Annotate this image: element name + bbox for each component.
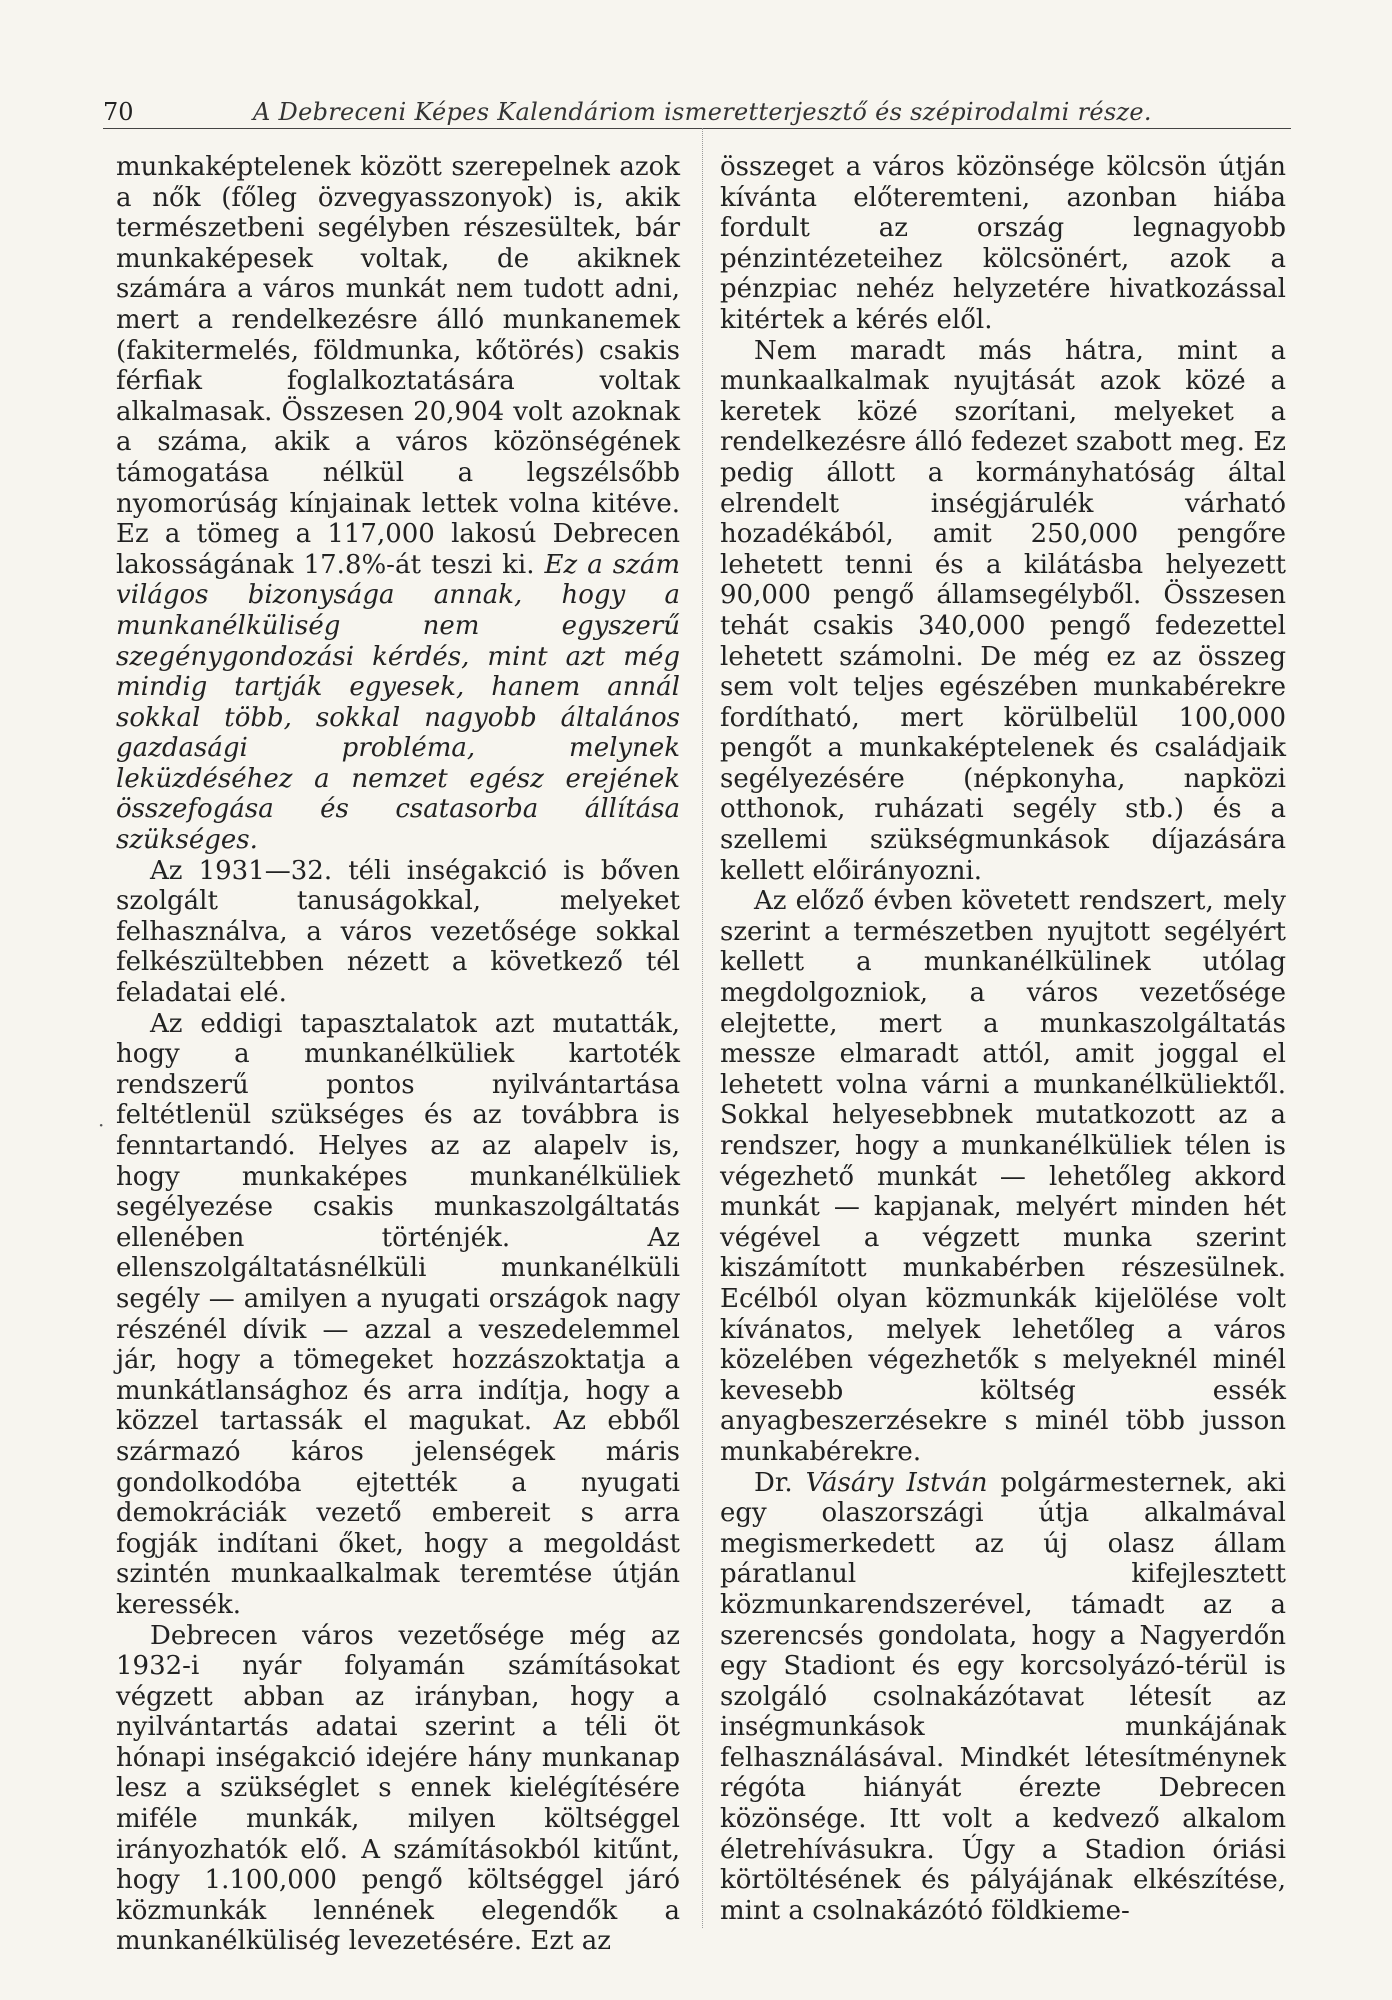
page-number: 70 (103, 98, 134, 126)
left-paragraph-4: Debrecen város vezetősége még az 1932-i nyár folyamán számításokat végzett abban az irányban, hogy a nyilvántartás adatai szerint a téli öt hónapi inségakció idejére hány munkanap lesz a szükséglet s ennek kielégítésére miféle munkák, milyen költséggel irányozhatók elő. A számításokból kitűnt, hogy 1.100,000 pengő költséggel járó közmunkák lennének elegendők a munkanélküliség levezetésére. Ezt az (116, 1620, 680, 1957)
right-column (720, 152, 1286, 1926)
column-divider (702, 128, 703, 1928)
right-paragraph-1: összeget a város közönsége kölcsön útján kívánta előteremteni, azonban hiába fordult az ország legnagyobb pénzintézeteihez kölcsönért, azok a pénzpiac nehéz helyzetére hivatkozással kitértek a kérés elől. (720, 152, 1286, 335)
margin-mark: · (98, 1113, 105, 1137)
right-paragraph-2: Nem maradt más hátra, mint a munkaalkalmak nyujtását azok közé a keretek közé szorítani, melyeket a rendelkezésre álló fedezet szabott meg. Ez pedig állott a kormányhatóság által elrendelt inségjárulék várható hozadékából, amit 250,000 pengőre lehetett tenni és a kilátásba helyezett 90,000 pengő államsegélyből. Összesen tehát csakis 340,000 pengő fedezettel lehetett számolni. De még ez az összeg sem volt teljes egészében munkabérekre fordítható, mert körülbelül 100,000 pengőt a munkaképtelenek és családjaik segélyezésére (népkonyha, napközi otthonok, ruházati segély stb.) és a szellemi szükségmunkások díjazására kellett előirányozni. (720, 335, 1286, 886)
left-paragraph-1-italic: Ez a szám világos bizonysága annak, hogy a munkanélküliség nem egyszerű szegénygondozási kérdés, mint azt még mindig tartják egyesek, hanem annál sokkal több, sokkal nagyobb általános gazdasági probléma, melynek leküzdéséhez a nemzet egész erejének összefogása és csatasorba állítása szükséges. (116, 549, 680, 856)
left-paragraph-1-text: munkaképtelenek között szerepelnek azok a nők (főleg özvegyasszonyok) is, akik természetbeni segélyben részesültek, bár munkaképesek voltak, de akiknek számára a város munkát nem tudott adni, mert a rendelkezésre álló munkanemek (fakitermelés, földmunka, kőtörés) csakis férfiak foglalkoztatására voltak alkalmasak. Összesen 20,904 volt azoknak a száma, akik a város közönségének támogatása nélkül a legszélsőbb nyomorúság kínjainak lettek volna kitéve. Ez a tömeg a 117,000 lakosú Debrecen lakosságának 17.8%-át teszi ki. (116, 152, 680, 580)
right-paragraph-4-text-b: polgármesternek, aki egy olaszországi útja alkalmával megismerkedett az új olasz állam páratlanul kifejlesztett közmunkarendszerével, támadt az a szerencsés gondolata, hogy a Nagyerdőn egy Stadiont és egy korcsolyázó-térül is szolgáló csolnakázótavat létesít az inségmunkások munkájának felhasználásával. Mindkét létesítménynek régóta hiányát érezte Debrecen közönsége. Itt volt a kedvező alkalom életrehívásukra. Úgy a Stadion óriási körtöltésének és pályájának elkészítése, mint a csolnakázótó földkieme- (720, 1467, 1286, 1926)
running-title: A Debreceni Képes Kalendáriom ismeretterjesztő és szépirodalmi része. (253, 98, 1152, 126)
left-paragraph-3: Az eddigi tapasztalatok azt mutatták, hogy a munkanélküliek kartoték rendszerű pontos nyilvántartása feltétlenül szükséges és az továbbra is fenntartandó. Helyes az az alapelv is, hogy munkaképes munkanélküliek segélyezése csakis munkaszolgáltatás ellenében történjék. Az ellenszolgáltatásnélküli munkanélküli segély — amilyen a nyugati országok nagy részénél dívik — azzal a veszedelemmel jár, hogy a tömegeket hozzászoktatja a munkátlansághoz és arra indítja, hogy a közzel tartassák el magukat. Az ebből származó káros jelenségek máris gondolkodóba ejtették a nyugati demokráciák vezető embereit s arra fogják indítani őket, hogy a megoldást szintén munkaalkalmak teremtése útján keressék. (116, 1008, 680, 1620)
left-paragraph-1 (116, 152, 680, 856)
left-paragraph-2: Az 1931—32. téli inségakció is bőven szolgált tanuságokkal, melyeket felhasználva, a város vezetősége sokkal felkészültebben nézett a következő tél feladatai elé. (116, 855, 680, 1009)
left-column (116, 152, 680, 1957)
mayor-name: Vásáry István (805, 1467, 988, 1498)
right-paragraph-3: Az előző évben követett rendszert, mely szerint a természetben nyujtott segélyért kellett a munkanélkülinek utólag megdolgozniok, a város vezetősége elejtette, mert a munkaszolgáltatás messze elmaradt attól, amit joggal el lehetett volna várni a munkanélküliektől. Sokkal helyesebbnek mutatkozott az a rendszer, hogy a munkanélküliek télen is végezhető munkát — lehetőleg akkord munkát — kapjanak, melyért minden hét végével a végzett munka szerint kiszámított munkabérben részesülnek. Ecélból olyan közmunkák kijelölése volt kívánatos, melyek lehetőleg a város közelében végezhetők s melyeknél minél kevesebb költség essék anyagbeszerzésekre s minél több jusson munkabérekre. (720, 886, 1286, 1467)
right-paragraph-4 (720, 1468, 1286, 1927)
running-header (103, 96, 1291, 129)
right-paragraph-4-text-a: Dr. (754, 1467, 806, 1498)
